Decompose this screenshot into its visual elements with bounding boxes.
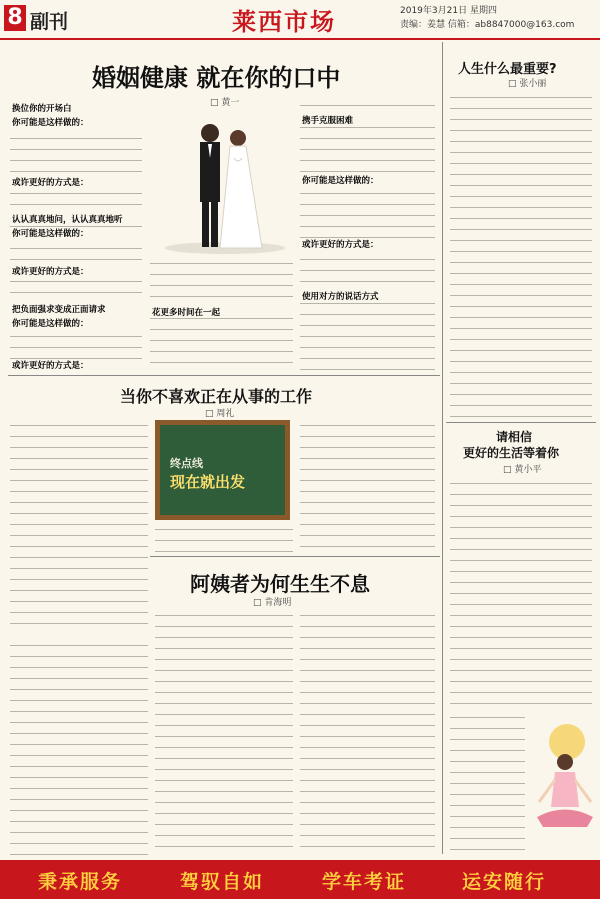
- article-2-col-1: [10, 420, 148, 632]
- issue-meta: [400, 4, 574, 32]
- article-1-subhead: 把负面强求变成正面请求: [10, 303, 142, 315]
- article-1-title: 婚姻健康 就在你的口中: [92, 64, 341, 92]
- article-1-col-2: [150, 258, 293, 370]
- section-name: 副刊: [30, 11, 69, 33]
- article-3-col-2: [155, 610, 293, 855]
- footer-banner: [0, 860, 600, 899]
- article-4-body: [450, 92, 592, 417]
- article-5-byline: □ 黄小平: [503, 465, 542, 475]
- chalkboard-text: 终点线: [170, 457, 203, 470]
- article-3-col-3: [300, 610, 435, 855]
- article-5-title: 请相信: [496, 430, 533, 444]
- footer-slogan: 驾驭自如: [180, 871, 265, 893]
- article-1-subhead: 或许更好的方式是：: [300, 238, 435, 250]
- article-1-byline: □ 黄一: [210, 98, 240, 108]
- masthead-logo: 莱西市场: [232, 7, 336, 36]
- footer-slogan: 秉承服务: [38, 871, 123, 893]
- divider: [446, 422, 596, 423]
- article-1-subhead: 认认真真地问，认认真真地听: [10, 213, 142, 225]
- article-1-subhead: 你可能是这样做的：: [300, 174, 435, 186]
- article-1-subhead: 花更多时间在一起: [150, 306, 293, 318]
- article-1-subhead: 或许更好的方式是：: [10, 359, 142, 371]
- article-1-subhead: 或许更好的方式是：: [10, 265, 142, 277]
- article-1-subhead: 携手克服困难: [300, 114, 435, 126]
- article-2-byline: □ 周礼: [205, 409, 235, 419]
- article-1-subhead: 你可能是这样做的：: [10, 317, 142, 329]
- article-5-title-line-2: 更好的生活等着你: [463, 446, 560, 460]
- article-1-subhead: 换位你的开场白: [10, 102, 142, 114]
- divider: [8, 375, 440, 376]
- issue-editors: 责编：姜慧 信箱：ab8847000@163.com: [400, 20, 575, 30]
- article-5-body-upper: [450, 478, 592, 710]
- chalkboard-image: [155, 420, 290, 520]
- page-number: 8: [4, 5, 26, 31]
- divider: [150, 556, 440, 557]
- chalkboard-text: 现在就出发: [170, 473, 246, 491]
- page-header: [0, 0, 600, 40]
- article-1-subhead: 使用对方的说话方式: [300, 290, 435, 302]
- footer-slogan: 学车考证: [322, 871, 407, 893]
- article-4-title: 人生什么最重要?: [458, 62, 557, 77]
- article-3-title: 阿姨者为何生生不息: [190, 572, 370, 596]
- article-1-subhead: 你可能是这样做的：: [10, 116, 142, 128]
- article-3-byline: □ 肯海明: [253, 598, 292, 608]
- wedding-couple-image: [150, 108, 300, 258]
- article-5-body-lower: [450, 712, 525, 854]
- article-2-title: 当你不喜欢正在从事的工作: [120, 387, 313, 406]
- article-1-col-1: [10, 100, 142, 370]
- article-2-col-2: [155, 524, 293, 552]
- meditation-woman-image: [527, 712, 595, 852]
- article-1-subhead: 你可能是这样做的：: [10, 227, 142, 239]
- article-3-col-1: [10, 640, 148, 855]
- article-4-byline: □ 张小丽: [508, 79, 547, 89]
- article-1-subhead: 或许更好的方式是：: [10, 176, 142, 188]
- article-2-col-3: [300, 420, 435, 552]
- article-1-col-3: [300, 100, 435, 370]
- column-divider: [442, 42, 443, 854]
- issue-date: 2019年3月21日 星期四: [400, 6, 497, 16]
- footer-slogan: 运安随行: [462, 871, 547, 893]
